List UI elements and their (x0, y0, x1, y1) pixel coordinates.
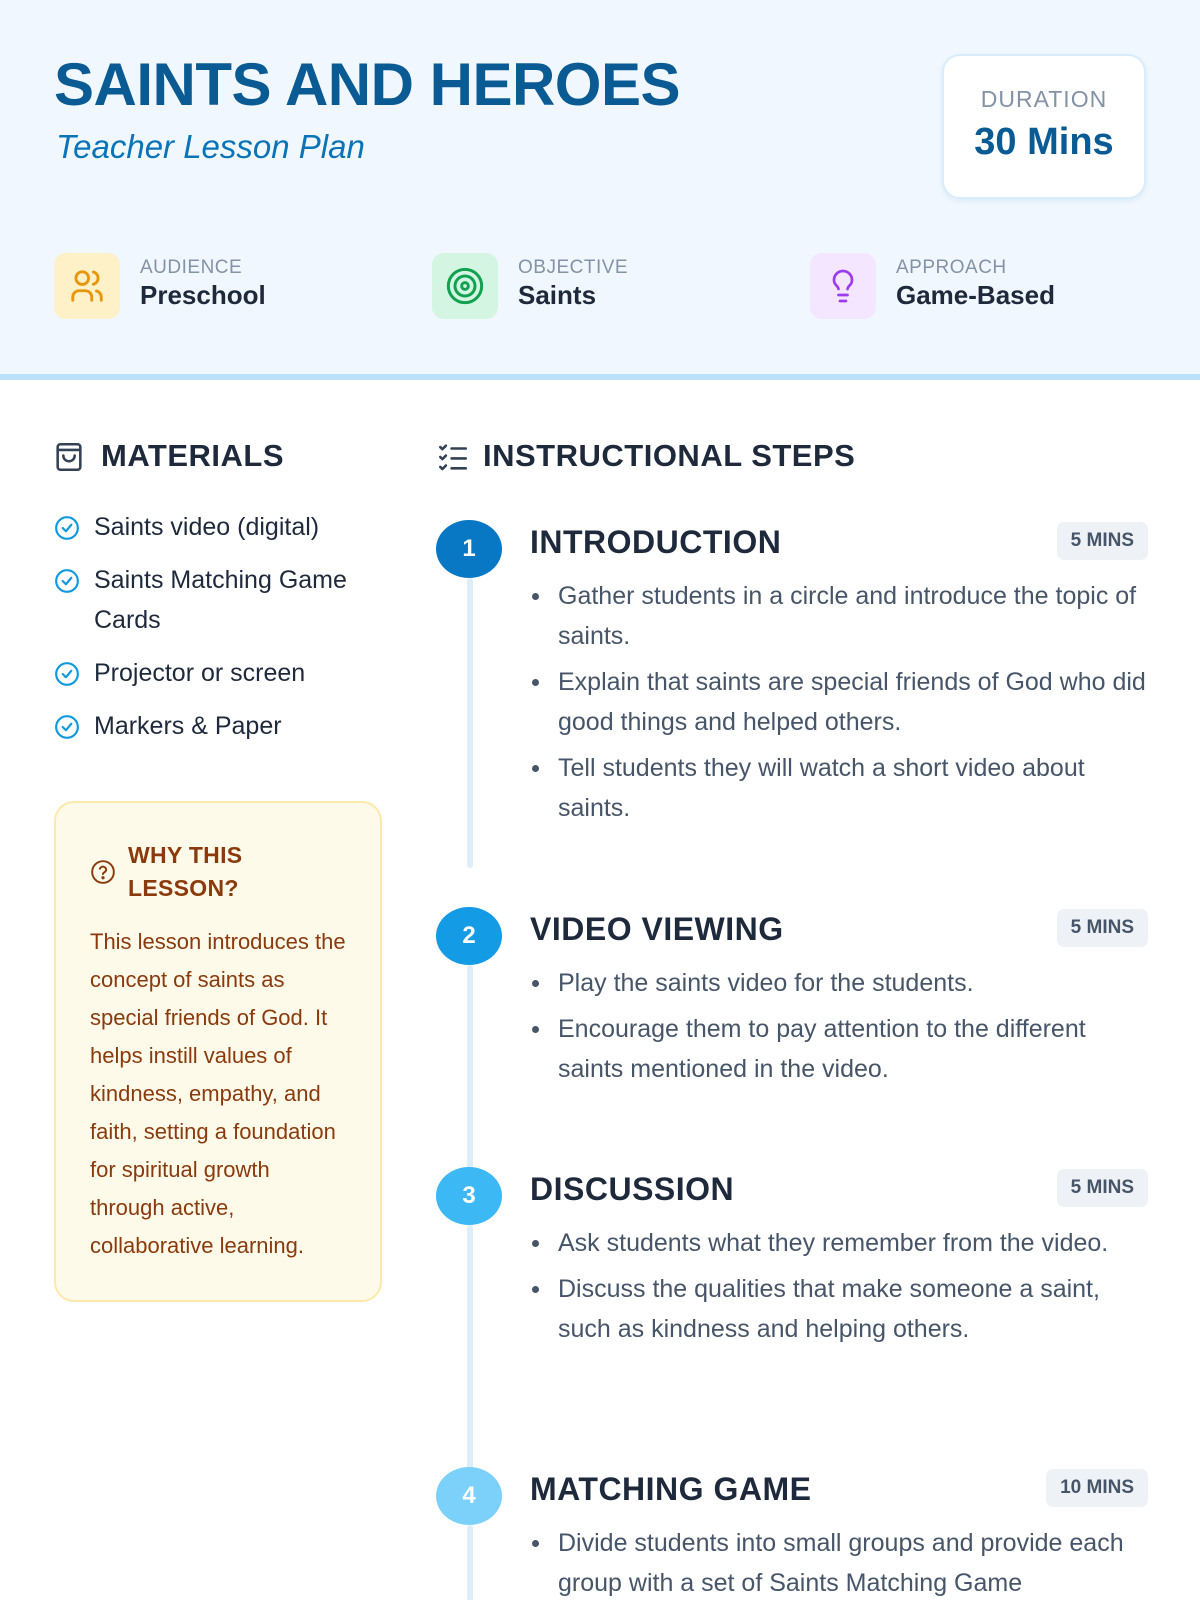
check-circle-icon (54, 568, 80, 594)
meta-label: OBJECTIVE (518, 257, 629, 278)
why-title: WHY THIS LESSON? (128, 842, 243, 901)
meta-objective (432, 253, 772, 319)
step-list (530, 1523, 1150, 1600)
list-item: Gather students in a circle and introduce the topic of saints. (530, 576, 1150, 656)
timeline-line (467, 578, 473, 868)
meta-value: Game-Based (896, 280, 1055, 310)
materials-list (54, 507, 384, 759)
list-item (54, 706, 384, 746)
target-icon (432, 253, 498, 319)
step-number: 1 (436, 520, 502, 578)
why-this-lesson-card (54, 801, 382, 1302)
duration-badge: 5 MINS (1057, 1169, 1148, 1207)
step-title: INTRODUCTION (530, 524, 782, 560)
page-subtitle: Teacher Lesson Plan (56, 128, 365, 165)
material-label: Markers & Paper (94, 712, 282, 740)
meta-audience (54, 253, 394, 319)
steps-title: INSTRUCTIONAL STEPS (483, 438, 856, 473)
list-item: Play the saints video for the students. (530, 963, 1150, 1003)
list-item: Encourage them to pay attention to the different saints mentioned in the video. (530, 1009, 1150, 1089)
list-item (54, 560, 384, 640)
help-circle-icon (90, 859, 116, 885)
list-item: Explain that saints are special friends of God who did good things and helped others. (530, 662, 1150, 742)
why-body: This lesson introduces the concept of saints as special friends of God. It helps instill values of kindness, empathy, and faith, setting a foundation for spiritual growth through active, collaborative learning. (90, 929, 346, 1258)
check-circle-icon (54, 661, 80, 687)
duration-badge: 5 MINS (1057, 909, 1148, 947)
list-item: Discuss the qualities that make someone a saint, such as kindness and helping others. (530, 1269, 1150, 1349)
step-list (530, 576, 1150, 834)
list-item: Ask students what they remember from the video. (530, 1223, 1150, 1263)
users-icon (54, 253, 120, 319)
step-number: 2 (436, 907, 502, 965)
duration-badge: 10 MINS (1046, 1469, 1148, 1507)
meta-value: Preschool (140, 280, 266, 310)
step-title: DISCUSSION (530, 1171, 735, 1207)
checklist-icon (436, 440, 470, 474)
timeline-line (467, 1225, 473, 1485)
meta-value: Saints (518, 280, 597, 310)
timeline-line (467, 965, 473, 1185)
material-label: Saints video (digital) (94, 513, 320, 541)
shopping-bag-icon (52, 440, 86, 474)
list-item (54, 507, 384, 547)
check-circle-icon (54, 515, 80, 541)
step-title: MATCHING GAME (530, 1471, 812, 1507)
duration-badge: 5 MINS (1057, 522, 1148, 560)
material-label: Projector or screen (94, 659, 306, 687)
step-introduction (436, 520, 1148, 870)
header (0, 0, 1200, 380)
why-heading (90, 839, 346, 905)
materials-title: MATERIALS (101, 438, 285, 473)
step-list (530, 1223, 1150, 1355)
step-number: 3 (436, 1167, 502, 1225)
timeline-line (467, 1525, 473, 1600)
lightbulb-icon (810, 253, 876, 319)
list-item: Divide students into small groups and provide each group with a set of Saints Matching Game (530, 1523, 1150, 1600)
meta-label: APPROACH (896, 257, 1007, 278)
meta-label: AUDIENCE (140, 257, 243, 278)
step-list (530, 963, 1150, 1095)
list-item (54, 653, 384, 693)
check-circle-icon (54, 714, 80, 740)
step-video-viewing (436, 907, 1148, 1132)
duration-label: DURATION (980, 86, 1108, 112)
list-item: Tell students they will watch a short video about saints. (530, 748, 1150, 828)
meta-approach (810, 253, 1150, 319)
step-matching-game (436, 1467, 1148, 1600)
step-discussion (436, 1167, 1148, 1437)
step-number: 4 (436, 1467, 502, 1525)
duration-value: 30 Mins (974, 121, 1114, 163)
material-label: Saints Matching Game Cards (94, 566, 347, 634)
duration-card (942, 54, 1146, 199)
page-title: SAINTS AND HEROES (54, 51, 681, 118)
step-title: VIDEO VIEWING (530, 911, 784, 947)
